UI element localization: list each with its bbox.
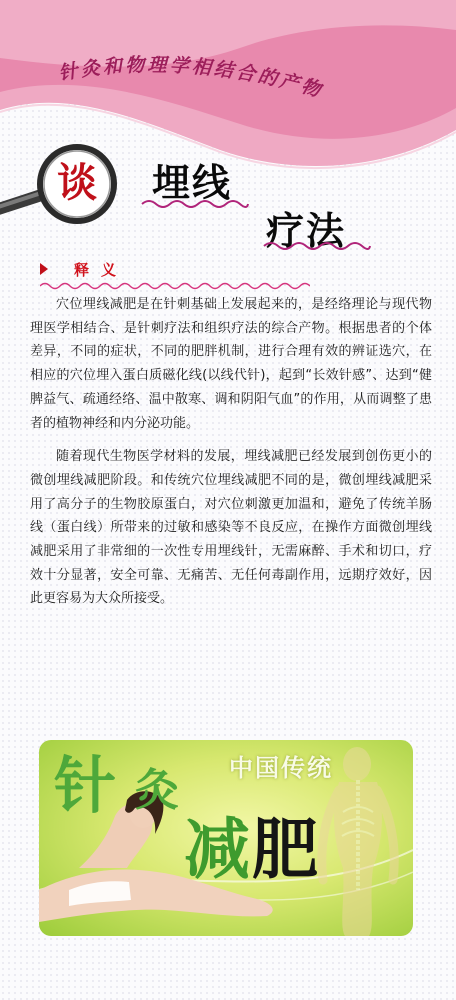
svg-text:针灸和物理学相结合的产物 <box>57 54 326 102</box>
section-underline <box>40 280 310 292</box>
paragraph-2: 随着现代生物医学材料的发展，埋线减肥已经发展到创伤更小的微创埋线减肥阶段。和传统穴位埋线减肥不同的是，微创埋线减肥采用了高分子的生物胶原蛋白，对穴位刺激更加温和，避免了传统羊肠线（蛋白线）所带来的过敏和感染等不良反应，在操作方面微创埋线减肥采用了非常细的一次性专用埋线针，无需麻醉、手术和切口，疗效十分显著，安全可靠、无痛苦、无任何毒副作用，远期疗效好，因此更容易为大众所接受。 <box>30 449 432 607</box>
title-underline-2 <box>262 240 372 252</box>
arrow-icon <box>40 263 48 275</box>
body-text <box>30 293 432 621</box>
title-line-1: 埋线 <box>152 161 233 205</box>
banner-char-zhen: 针 <box>54 749 117 822</box>
title-line-2: 疗法 <box>266 209 347 253</box>
banner-char-jiu: 灸 <box>135 765 179 816</box>
acupuncture-banner <box>39 740 413 936</box>
title-marker-char: 谈 <box>57 160 97 206</box>
banner-subtitle: 中国传统 <box>229 753 333 782</box>
title-underline-1 <box>140 198 250 210</box>
slogan-text: 针灸和物理学相结合的产物 <box>56 54 326 103</box>
banner-char-jian: 减 <box>184 810 250 888</box>
banner-char-fei: 肥 <box>252 810 318 888</box>
paragraph-1: 穴位埋线减肥是在针刺基础上发展起来的，是经络理论与现代物理医学相结合、是针刺疗法和组织疗法的综合产物。根据患者的个体差异，不同的症状，不同的肥胖机制，进行合理有效的辨证选穴，在相应的穴位埋入蛋白质磁化线(以线代针)，起到“长效针感”、达到“健脾益气、疏通经络、温中散寒、调和阴阳气血”的作用，从而调整了患者的植物神经和内分泌功能。 <box>30 297 432 431</box>
section-heading <box>40 257 128 281</box>
section-heading-label: 释义 <box>74 260 129 279</box>
